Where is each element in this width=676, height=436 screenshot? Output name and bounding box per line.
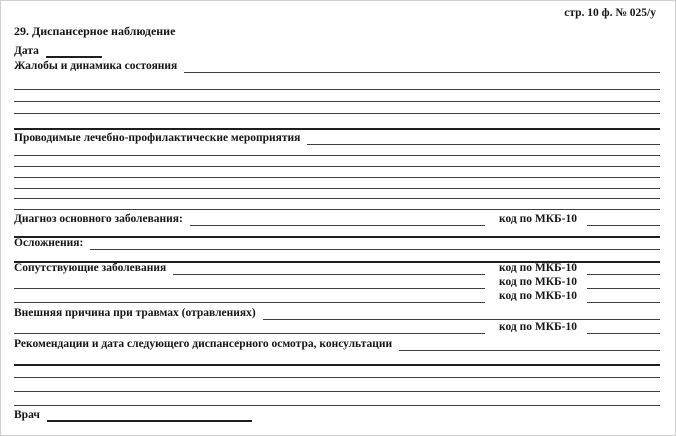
treatment-writein-line: [307, 140, 660, 145]
treatment-label: Проводимые лечебно-профилактические мероприятия: [14, 132, 301, 144]
complaints-writein-line: [184, 68, 660, 73]
complaints-label: Жалобы и динамика состояния: [14, 60, 178, 72]
treatment-extra-line-1: [14, 155, 660, 156]
external-cause-row: [14, 305, 660, 320]
date-row: [14, 43, 660, 58]
external-cause-icd10-label: код по МКБ-10: [499, 321, 577, 333]
treatment-extra-line-3: [14, 177, 660, 178]
recommendations-extra-line-4: [14, 405, 660, 406]
complaints-extra-line-2: [14, 101, 660, 102]
recommendations-extra-line-2: [14, 377, 660, 378]
treatment-extra-line-2: [14, 166, 660, 167]
page-reference: стр. 10 ф. № 025/у: [564, 7, 656, 19]
doctor-writein-line: [47, 416, 252, 422]
date-label: Дата: [14, 45, 39, 57]
complications-writein-line: [90, 245, 660, 250]
diagnosis-icd10-writein-line: [587, 221, 660, 226]
recommendations-extra-line-1: [14, 364, 660, 366]
diagnosis-writein-line: [190, 221, 485, 226]
comorbidities-icd10-label-2: код по МКБ-10: [499, 276, 577, 288]
comorbidities-icd10-writein-line-3: [587, 298, 660, 303]
complaints-row: [14, 58, 660, 73]
diagnosis-row: [14, 211, 660, 226]
comorbidities-label: Сопутствующие заболевания: [14, 262, 167, 274]
comorbidities-extra-row-2: [14, 288, 660, 303]
section-title: 29. Диспансерное наблюдение: [14, 24, 176, 38]
diagnosis-label: Диагноз основного заболевания:: [14, 213, 183, 225]
recommendations-row: [14, 336, 660, 351]
recommendations-label: Рекомендации и дата следующего диспансерного осмотра, консультации: [14, 338, 393, 350]
comorbidities-icd10-label-3: код по МКБ-10: [499, 290, 577, 302]
comorbidities-extra-writein-line-2: [14, 298, 485, 303]
recommendations-writein-line: [399, 346, 660, 351]
complications-row: [14, 235, 660, 250]
complaints-extra-line-1: [14, 89, 660, 90]
external-cause-label: Внешняя причина при травмах (отравлениях): [14, 307, 256, 319]
comorbidities-row: [14, 260, 660, 275]
doctor-label: Врач: [14, 409, 40, 421]
complaints-extra-line-3: [14, 113, 660, 114]
treatment-extra-line-4: [14, 188, 660, 189]
recommendations-extra-line-3: [14, 391, 660, 392]
diagnosis-icd10-label: код по МКБ-10: [499, 213, 577, 225]
comorbidities-icd10-label-1: код по МКБ-10: [499, 262, 577, 274]
complications-label: Осложнения:: [14, 237, 84, 249]
comorbidities-extra-row-1: [14, 274, 660, 289]
treatment-row: [14, 130, 660, 145]
external-cause-icd10-writein-line: [587, 329, 660, 334]
external-cause-extra-writein-line: [14, 329, 485, 334]
treatment-extra-line-6: [14, 209, 660, 210]
doctor-row: [14, 407, 660, 422]
external-cause-icd-row: [14, 319, 660, 334]
treatment-extra-line-5: [14, 198, 660, 199]
